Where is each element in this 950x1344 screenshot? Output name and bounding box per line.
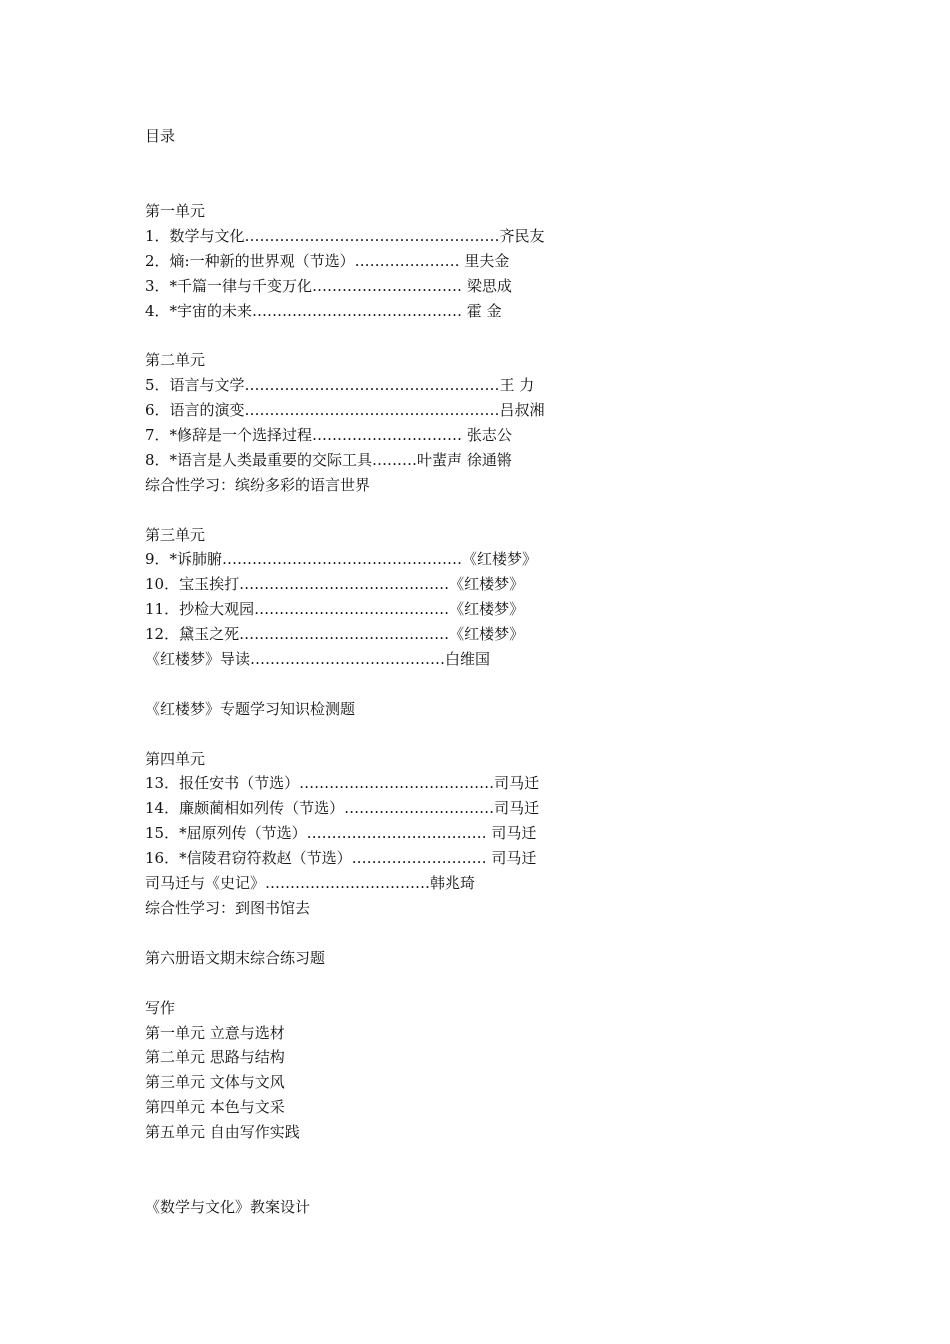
toc-entry: 2．熵:一种新的世界观（节选）………………… 里夫金 <box>145 252 510 270</box>
toc-entry: 7．*修辞是一个选择过程………………………… 张志公 <box>145 426 512 444</box>
toc-entry: 12．黛玉之死……………………………………《红楼梦》 <box>145 625 525 643</box>
writing-entry: 第三单元 文体与文风 <box>145 1073 285 1091</box>
toc-entry: 16．*信陵君窃符救赵（节选）……………………… 司马迁 <box>145 849 537 867</box>
toc-entry: 1．数学与文化……………………………………………齐民友 <box>145 227 545 245</box>
toc-entry: 5．语言与文学……………………………………………王 力 <box>145 376 535 394</box>
writing-entry: 第四单元 本色与文采 <box>145 1098 285 1116</box>
toc-entry: 司马迁与《史记》……………………………韩兆琦 <box>145 874 476 892</box>
toc-entry: 13．报任安书（节选）…………………………………司马迁 <box>145 774 540 792</box>
toc-entry: 综合性学习：缤纷多彩的语言世界 <box>145 476 371 494</box>
unit-heading: 第二单元 <box>145 351 206 369</box>
toc-entry: 9．*诉肺腑…………………………………………《红楼梦》 <box>145 550 538 568</box>
toc-entry: 10．宝玉挨打……………………………………《红楼梦》 <box>145 575 525 593</box>
writing-entry: 第二单元 思路与结构 <box>145 1048 285 1066</box>
writing-entry: 第一单元 立意与选材 <box>145 1024 285 1042</box>
writing-heading: 写作 <box>145 999 176 1017</box>
unit-heading: 第三单元 <box>145 526 206 544</box>
toc-title: 目录 <box>145 127 176 145</box>
toc-entry: 6．语言的演变……………………………………………吕叔湘 <box>145 401 545 419</box>
toc-entry: 14．廉颇蔺相如列传（节选）…………………………司马迁 <box>145 799 540 817</box>
toc-entry: 3．*千篇一律与千变万化………………………… 梁思成 <box>145 277 512 295</box>
lesson-plan-title: 《数学与文化》教案设计 <box>145 1198 311 1216</box>
toc-entry: 8．*语言是人类最重要的交际工具………叶蜚声 徐通锵 <box>145 451 512 469</box>
writing-entry: 第五单元 自由写作实践 <box>145 1123 300 1141</box>
special-test-title: 《红楼梦》专题学习知识检测题 <box>145 700 356 718</box>
final-exam-title: 第六册语文期末综合练习题 <box>145 949 326 967</box>
toc-entry: 15．*屈原列传（节选）……………………………… 司马迁 <box>145 824 537 842</box>
toc-entry: 4．*宇宙的未来…………………………………… 霍 金 <box>145 302 502 320</box>
unit-heading: 第一单元 <box>145 202 206 220</box>
unit-heading: 第四单元 <box>145 750 206 768</box>
toc-entry: 综合性学习：到图书馆去 <box>145 899 311 917</box>
toc-entry: 11．抄检大观园…………………………………《红楼梦》 <box>145 600 525 618</box>
toc-entry: 《红楼梦》导读…………………………………白维国 <box>145 650 491 668</box>
